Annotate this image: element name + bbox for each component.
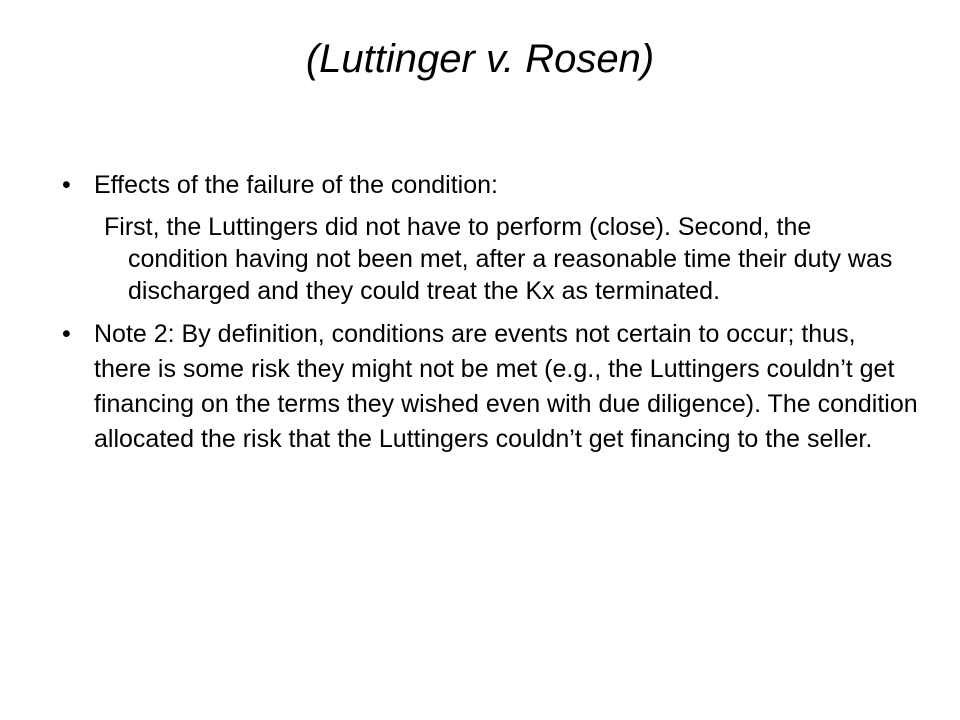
bullet-text: Effects of the failure of the condition: (94, 171, 498, 199)
sub-paragraph: First, the Luttingers did not have to perform (close). Second, the condition having not been met, after a reasonable time their duty was discharged and they could treat the Kx as terminated. (104, 213, 893, 305)
bullet-item (48, 168, 918, 203)
bullet-marker: • (62, 320, 71, 348)
bullet-text: Note 2: By definition, conditions are events not certain to occur; thus, there is some risk they might not be met (e.g., the Luttingers couldn’t get financing on the terms they wished even with due diligence). The condition allocated the risk that the Luttingers couldn’t get financing to the seller. (94, 320, 918, 453)
bullet-item (48, 317, 918, 457)
bullet-marker: • (62, 171, 71, 199)
slide-title: (Luttinger v. Rosen) (305, 37, 655, 81)
slide-content (48, 168, 918, 457)
